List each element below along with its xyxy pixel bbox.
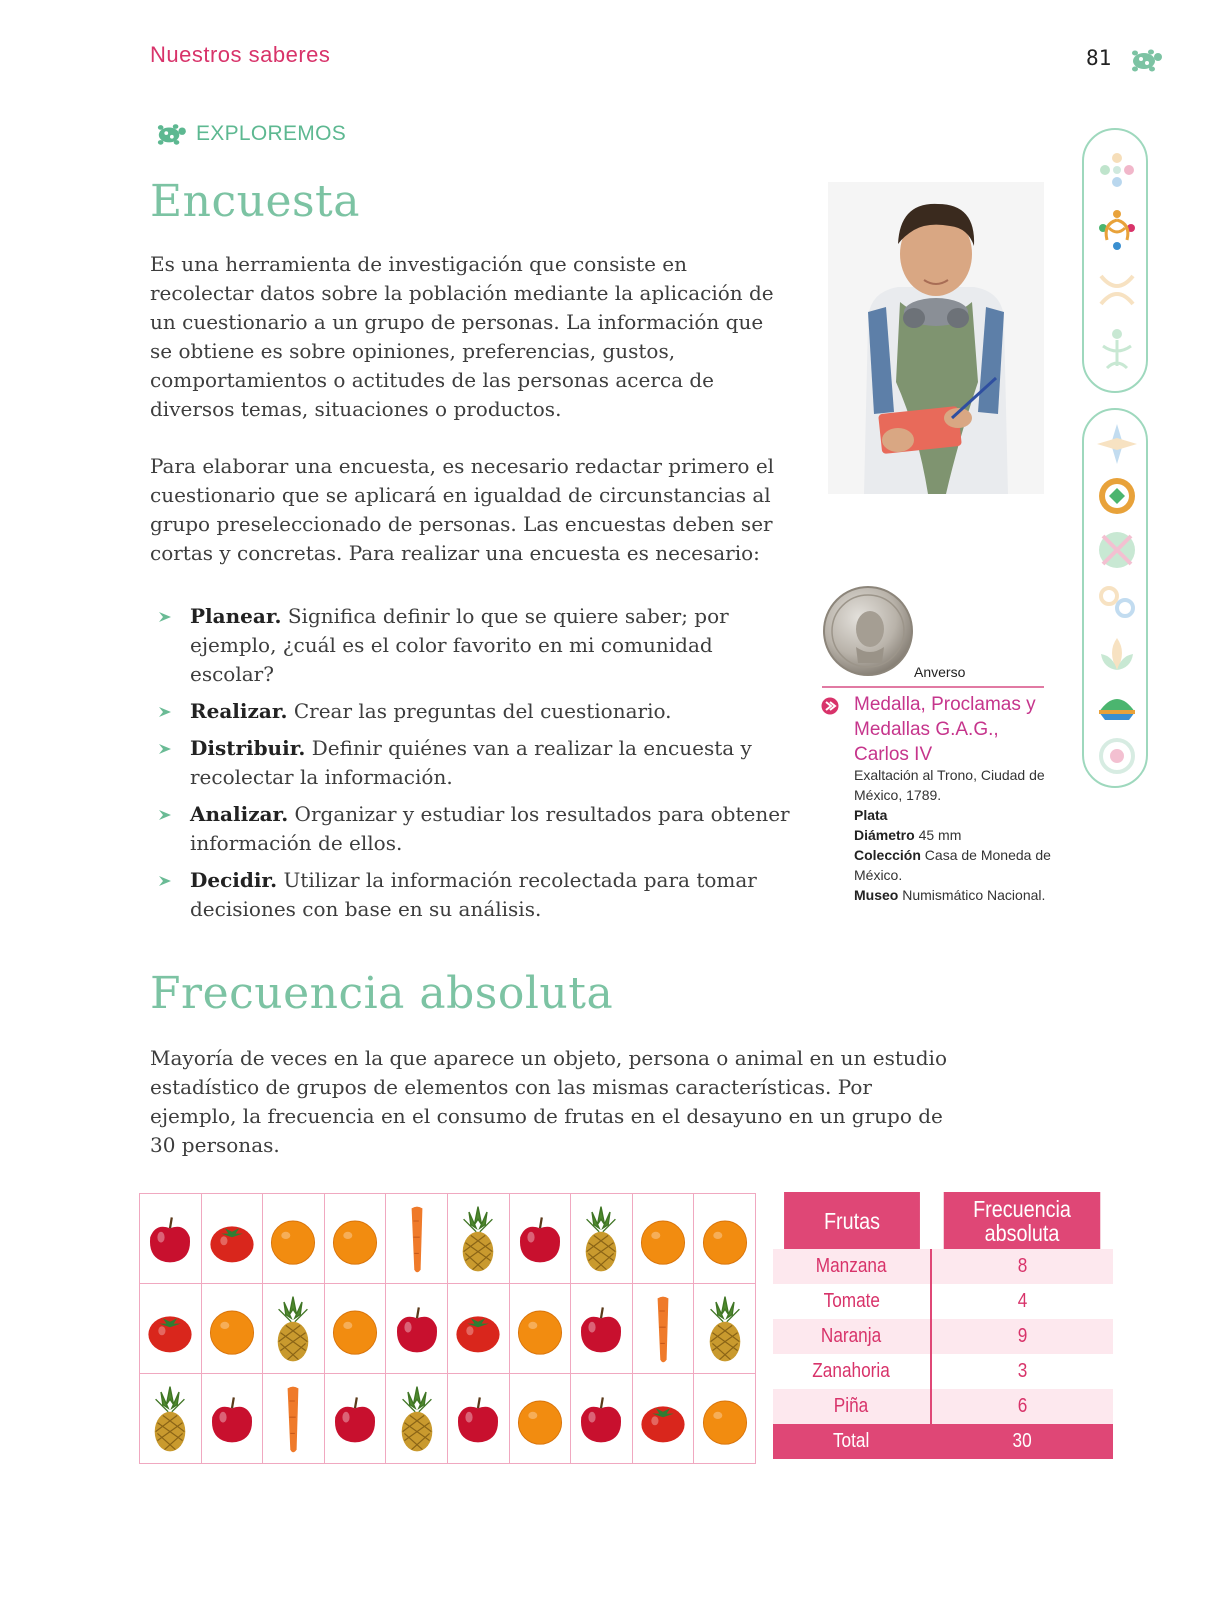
- rail-group-axes: [1082, 408, 1148, 788]
- fruit-name: Manzana: [816, 1255, 887, 1277]
- orange-icon: [328, 1201, 382, 1277]
- encuesta-title: Encuesta: [150, 176, 360, 227]
- fruit-cell: [773, 1284, 931, 1319]
- step-term: Distribuir.: [190, 736, 306, 760]
- fruit-cell: [773, 1319, 931, 1354]
- coin-material: [854, 805, 1054, 825]
- column-header-frecuencia: [944, 1192, 1101, 1249]
- coin-details: [854, 765, 1054, 905]
- coin-collection-value: Casa de Moneda de México.: [854, 847, 1051, 883]
- fruit-grid-cell: [140, 1194, 202, 1284]
- fruit-name: Tomate: [823, 1290, 880, 1312]
- encuesta-paragraph-1: Es una herramienta de investigación que consiste en recolectar datos sobre la población mediante la aplicación de un cuestionario a un grupo de personas. La información que se obtiene es sobre opiniones, preferencias, gustos, comportamientos o actitudes de las personas acerca de diversos temas, situaciones o productos.: [150, 252, 774, 421]
- frequency-cell: [931, 1249, 1113, 1284]
- circle-arrow-icon: [821, 697, 839, 715]
- frequency-value: 6: [1017, 1395, 1028, 1417]
- arrow-right-icon: [158, 610, 174, 624]
- coin-collection-label: Colección: [854, 847, 921, 863]
- tomato-icon: [636, 1381, 690, 1457]
- fruit-name: Zanahoria: [812, 1360, 891, 1382]
- people-circle-icon[interactable]: [1093, 206, 1141, 254]
- fruit-grid-cell: [324, 1284, 386, 1374]
- fruit-grid-cell: [632, 1284, 694, 1374]
- coin-museum-label: Museo: [854, 887, 899, 903]
- frequency-value: 4: [1017, 1290, 1028, 1312]
- section-tag: [150, 120, 346, 148]
- running-title: Nuestros saberes: [150, 42, 331, 67]
- fruit-grid-cell: [694, 1284, 756, 1374]
- step-text: Definir quiénes van a realizar la encuesta y recolectar la información.: [190, 736, 752, 789]
- step-term: Realizar.: [190, 699, 288, 723]
- person-leaf-icon[interactable]: [1093, 326, 1141, 374]
- coin-diameter-label: Diámetro: [854, 827, 915, 843]
- tomato-icon: [143, 1291, 197, 1367]
- total-label-cell: [773, 1424, 931, 1459]
- frequency-value: 8: [1017, 1255, 1028, 1277]
- frequency-cell: [931, 1389, 1113, 1424]
- pineapple-icon: [266, 1291, 320, 1367]
- frecuencia-title: Frecuencia absoluta: [150, 968, 614, 1019]
- fruit-grid-cell: [509, 1194, 571, 1284]
- table-row: [773, 1319, 1113, 1354]
- orange-icon: [636, 1201, 690, 1277]
- fruit-grid-cell: [632, 1194, 694, 1284]
- orange-icon: [698, 1381, 752, 1457]
- boy-with-notebook-photo: [828, 182, 1044, 494]
- turtle-icon: [150, 120, 190, 148]
- fruit-grid-cell: [447, 1374, 509, 1464]
- step-text: Utilizar la información recolectada para tomar decisiones con base en su análisis.: [190, 868, 757, 921]
- coin-diameter-value: 45 mm: [914, 827, 962, 843]
- total-label: Total: [833, 1430, 870, 1452]
- total-value-cell: [931, 1424, 1113, 1459]
- table-total-row: [773, 1424, 1113, 1459]
- turtle-icon: [1124, 44, 1166, 76]
- fruit-grid-cell: [201, 1284, 263, 1374]
- spiral-icon[interactable]: [1093, 732, 1141, 780]
- fruit-cell: [773, 1354, 931, 1389]
- fruit-grid-cell: [386, 1284, 448, 1374]
- orange-icon: [328, 1291, 382, 1367]
- carrot-icon: [390, 1201, 444, 1277]
- coin-origin: Exaltación al Trono, Ciudad de México, 1789.: [854, 767, 1045, 803]
- fruit-grid-cell: [447, 1194, 509, 1284]
- links-icon[interactable]: [1093, 578, 1141, 626]
- fruit-grid-cell: [324, 1374, 386, 1464]
- frequency-cell: [931, 1319, 1113, 1354]
- arrow-right-icon: [158, 742, 174, 756]
- frecuencia-paragraph: Mayoría de veces en la que aparece un objeto, persona o animal en un estudio estadístico de grupos de elementos con las mismas características. Por ejemplo, la frecuencia en el consumo de frutas en el desayuno en un grupo de 30 personas.: [150, 1046, 947, 1157]
- orange-icon: [513, 1291, 567, 1367]
- frequency-table: [773, 1192, 1113, 1459]
- table-row: [773, 1249, 1113, 1284]
- arrow-right-icon: [158, 705, 174, 719]
- column-header-line: Frecuencia: [973, 1195, 1071, 1222]
- apple-icon: [513, 1201, 567, 1277]
- table-row: [773, 1284, 1113, 1319]
- step-text: Crear las preguntas del cuestionario.: [287, 699, 672, 723]
- dome-icon[interactable]: [1093, 682, 1141, 730]
- step-item: [158, 866, 798, 924]
- column-header-line: absoluta: [984, 1219, 1060, 1246]
- orange-icon: [698, 1201, 752, 1277]
- rail-group-fields: [1082, 128, 1148, 393]
- step-term: Decidir.: [190, 868, 278, 892]
- table-header-row: [773, 1192, 1113, 1249]
- apple-icon: [328, 1381, 382, 1457]
- frequency-cell: [931, 1354, 1113, 1389]
- fruit-cell: [773, 1249, 931, 1284]
- fruit-grid-cell: [263, 1194, 325, 1284]
- fruit-grid-row: [140, 1284, 756, 1374]
- carrot-icon: [636, 1291, 690, 1367]
- fruit-name: Naranja: [821, 1325, 882, 1347]
- fruit-grid-cell: [386, 1194, 448, 1284]
- fruit-grid-cell: [632, 1374, 694, 1464]
- step-item: [158, 800, 798, 858]
- step-item: [158, 734, 798, 792]
- fruit-grid-cell: [694, 1194, 756, 1284]
- step-term: Analizar.: [190, 802, 289, 826]
- star-weave-icon[interactable]: [1093, 526, 1141, 574]
- step-text: Significa definir lo que se quiere saber; por ejemplo, ¿cuál es el color favorito en mi comunidad escolar?: [190, 604, 729, 686]
- table-row: [773, 1354, 1113, 1389]
- carrot-icon: [266, 1381, 320, 1457]
- fruit-grid-cell: [571, 1194, 633, 1284]
- frequency-value: 3: [1017, 1360, 1028, 1382]
- section-tag-label: EXPLOREMOS: [196, 122, 347, 145]
- step-item: [158, 602, 798, 689]
- coin-museum-value: Numismático Nacional.: [898, 887, 1046, 903]
- fruit-grid-cell: [571, 1284, 633, 1374]
- fruit-grid-cell: [263, 1284, 325, 1374]
- hands-icon[interactable]: [1093, 266, 1141, 314]
- compass-icon[interactable]: [1093, 420, 1141, 468]
- fruit-grid-cell: [263, 1374, 325, 1464]
- orange-icon: [513, 1381, 567, 1457]
- apple-icon: [143, 1201, 197, 1277]
- step-term: Planear.: [190, 604, 282, 628]
- tomato-icon: [205, 1201, 259, 1277]
- apple-icon: [390, 1291, 444, 1367]
- pineapple-icon: [143, 1381, 197, 1457]
- frequency-value: 9: [1017, 1325, 1028, 1347]
- orange-icon: [266, 1201, 320, 1277]
- pineapple-icon: [574, 1201, 628, 1277]
- flower-icon[interactable]: [1093, 146, 1141, 194]
- total-value: 30: [1012, 1430, 1033, 1452]
- caption-divider: [822, 686, 1044, 688]
- apple-icon: [574, 1291, 628, 1367]
- column-header-frutas: Frutas: [784, 1192, 920, 1249]
- fruit-grid-cell: [140, 1374, 202, 1464]
- apple-icon: [451, 1381, 505, 1457]
- fruit-grid-cell: [140, 1284, 202, 1374]
- encuesta-paragraph-2: Para elaborar una encuesta, es necesario redactar primero el cuestionario que se aplicará en igualdad de circunstancias al grupo preseleccionado de personas. Las encuestas deben ser cortas y concretas. Para realizar una encuesta es necesario:: [150, 454, 775, 565]
- step-text: Organizar y estudiar los resultados para obtener información de ellos.: [190, 802, 790, 855]
- apple-icon: [574, 1381, 628, 1457]
- coin-museum: [854, 885, 1054, 905]
- step-item: [158, 697, 798, 726]
- pineapple-icon: [698, 1291, 752, 1367]
- fruit-grid-cell: [694, 1374, 756, 1464]
- coin-side-label: Anverso: [914, 664, 966, 680]
- fruit-grid-cell: [324, 1194, 386, 1284]
- fruit-grid-cell: [447, 1284, 509, 1374]
- frequency-cell: [931, 1284, 1113, 1319]
- fruit-grid-cell: [509, 1284, 571, 1374]
- fruit-grid-row: [140, 1194, 756, 1284]
- fruit-grid-cell: [386, 1374, 448, 1464]
- pineapple-icon: [390, 1381, 444, 1457]
- arrow-right-icon: [158, 874, 174, 888]
- encuesta-steps: [158, 602, 798, 932]
- fruit-grid: [139, 1193, 756, 1464]
- fruit-grid-cell: [509, 1374, 571, 1464]
- pineapple-icon: [451, 1201, 505, 1277]
- fruit-grid-cell: [571, 1374, 633, 1464]
- apple-icon: [205, 1381, 259, 1457]
- table-row: [773, 1389, 1113, 1424]
- orange-icon: [205, 1291, 259, 1367]
- fruit-cell: [773, 1389, 931, 1424]
- coin-title: Medalla, Proclamas y Medallas G.A.G., Carlos IV: [854, 694, 1036, 765]
- coin-diameter: [854, 825, 1054, 845]
- target-ring-icon[interactable]: [1093, 472, 1141, 520]
- fruit-grid-cell: [201, 1374, 263, 1464]
- lotus-icon[interactable]: [1093, 630, 1141, 678]
- arrow-right-icon: [158, 808, 174, 822]
- page-number: 81: [1086, 46, 1112, 70]
- coin-collection: [854, 845, 1054, 885]
- tomato-icon: [451, 1291, 505, 1367]
- fruit-grid-cell: [201, 1194, 263, 1284]
- fruit-name: Piña: [834, 1395, 869, 1417]
- fruit-grid-row: [140, 1374, 756, 1464]
- coin-material-value: Plata: [854, 807, 888, 823]
